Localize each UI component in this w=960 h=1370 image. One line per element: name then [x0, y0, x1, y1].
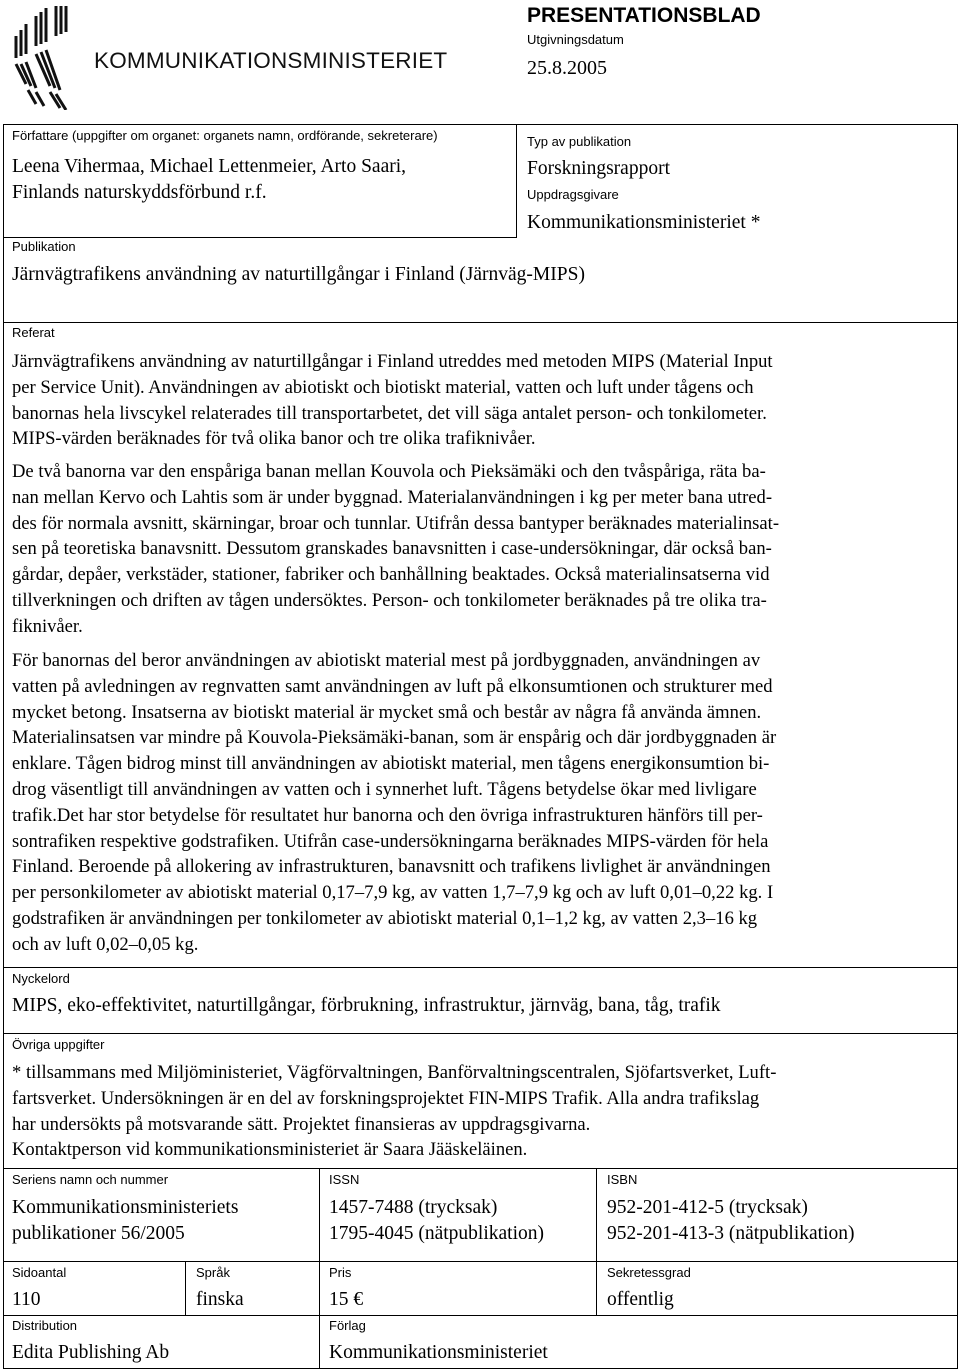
- keywords-label: Nyckelord: [12, 971, 70, 986]
- abstract-paragraph-1: Järnvägtrafikens användning av naturtillgångar i Finland utreddes med metoden MIPS (Material Input per Service Unit). Användningen av abiotiskt och biotiskt material, vatten och luft under tågens och banornas hela livscykel relaterades till transportarbetet, det vill säga antalet person- och tonkilometer. MIPS-värden beräknades för två olika banor och tre olika trafiknivåer.: [12, 351, 773, 450]
- ministry-logo-text: KOMMUNIKATIONSMINISTERIET: [94, 48, 448, 73]
- table-border-other-bottom: [3, 1168, 958, 1169]
- language-value: finska: [196, 1289, 244, 1310]
- confidentiality-label: Sekretessgrad: [607, 1265, 691, 1280]
- publisher-value: Kommunikationsministeriet: [329, 1342, 548, 1363]
- distribution-value: Edita Publishing Ab: [12, 1342, 170, 1363]
- table-divider-authors-type: [516, 124, 517, 238]
- table-divider-col2: [319, 1168, 320, 1368]
- table-divider-pages-language: [185, 1261, 186, 1315]
- commissioner-label: Uppdragsgivare: [527, 187, 619, 202]
- table-border-publication-bottom: [3, 322, 958, 323]
- pages-label: Sidoantal: [12, 1265, 67, 1280]
- table-border-pages-bottom: [3, 1315, 958, 1316]
- authors-label: Författare (uppgifter om organet: organets namn, ordförande, sekreterare): [12, 128, 438, 143]
- ministry-logo-mark-icon: [10, 6, 88, 110]
- publisher-label: Förlag: [329, 1318, 366, 1333]
- table-border-series-bottom: [3, 1261, 958, 1262]
- publication-date-label: Utgivningsdatum: [527, 32, 624, 47]
- issn-label: ISSN: [329, 1172, 360, 1187]
- table-border-left: [3, 124, 4, 1368]
- pages-value: 110: [12, 1289, 41, 1310]
- document-type-title: PRESENTATIONSBLAD: [527, 4, 761, 27]
- table-border-bottom: [3, 1368, 958, 1369]
- publication-value: Järnvägtrafikens användning av naturtillgångar i Finland (Järnväg-MIPS): [12, 264, 585, 285]
- commissioner-value: Kommunikationsministeriet *: [527, 212, 761, 233]
- other-info-value: * tillsammans med Miljöministeriet, Vägförvaltningen, Banförvaltningscentralen, Sjöfartsverket, Luft- fartsverket. Undersökningen är en del av forskningsprojektet FIN-MIPS Trafik. Alla andra trafikslag har undersökts på motsvarande sätt. Projektet finansieras av uppdragsgivarna. Kontaktperson vid kommunikationsministeriet är Saara Jääskeläinen.: [12, 1062, 777, 1161]
- series-value-line1: Kommunikationsministeriets: [12, 1197, 239, 1218]
- table-border-keywords-bottom: [3, 1033, 958, 1034]
- isbn-value-line2: 952-201-413-3 (nätpublikation): [607, 1223, 855, 1244]
- distribution-label: Distribution: [12, 1318, 78, 1333]
- isbn-label: ISBN: [607, 1172, 638, 1187]
- price-value: 15 €: [329, 1289, 364, 1310]
- authors-value-line2: Finlands naturskyddsförbund r.f.: [12, 182, 267, 203]
- confidentiality-value: offentlig: [607, 1289, 674, 1310]
- abstract-label: Referat: [12, 325, 55, 340]
- table-border-authors-bottom: [3, 237, 516, 238]
- abstract-paragraph-3: För banornas del beror användningen av abiotiskt material mest på jordbyggnaden, användningen av vatten på avledningen av regnvatten samt användningen av luft på elkonsumtionen och strukturer med mycket betong. Insatserna av biotiskt material är mycket små och består av några få använda ämnen. Materialinsatsen var mindre på Kouvola-Pieksämäki-banan, som är enspårig och där jordbyggnaden är enklare. Tågen bidrog minst till användningen av abiotiskt material, men tågens energikonsumtion bi- drog väsentligt till användningen av vatten och i synnerhet luft. Tågens betydelse ökar med livligare trafik.Det har stor betydelse för resultatet hur banorna och den övriga infrastrukturen hänförs till per- sontrafiken respektive godstrafiken. Utifrån case-undersökningarna beräknades MIPS-värden för hela Finland. Beroende på allokering av infrastrukturen, banavsnitt och trafikens livlighet är användningen per personkilometer av abiotiskt material 0,17–7,9 kg, av vatten 1,7–7,9 kg och av luft 0,01–0,22 kg. I godstrafiken är användningen per tonkilometer av abiotiskt material 0,1–1,2 kg, av vatten 2,3–16 kg och av luft 0,02–0,05 kg.: [12, 650, 777, 955]
- abstract-paragraph-2: De två banorna var den enspåriga banan mellan Kouvola och Pieksämäki och den tvåspåriga, räta ba- nan mellan Kervo och Lahtis som är under byggnad. Materialanvändningen i kg per meter bana utred- des för normala avsnitt, skärningar, broar och tunnlar. Utifrån dessa bantyper beräknades materialinsat- sen på teoretiska banavsnitt. Dessutom granskades banavsnitten i case-undersökningar, där också ban- gårdar, depåer, verkstäder, stationer, fabriker och banhållning beaktades. Också materialinsatserna vid tillverkningen och driften av tågen undersöktes. Person- och tonkilometer beräknades på tre olika tra- fiknivåer.: [12, 461, 780, 637]
- authors-value-line1: Leena Vihermaa, Michael Lettenmeier, Arto Saari,: [12, 156, 407, 177]
- publication-label: Publikation: [12, 239, 76, 254]
- table-divider-col3: [596, 1168, 597, 1315]
- other-info-label: Övriga uppgifter: [12, 1037, 105, 1052]
- price-label: Pris: [329, 1265, 352, 1280]
- ministry-logo: [10, 6, 510, 106]
- publication-type-label: Typ av publikation: [527, 134, 632, 149]
- table-border-top: [3, 124, 958, 125]
- publication-type-value: Forskningsrapport: [527, 158, 670, 179]
- series-value-line2: publikationer 56/2005: [12, 1223, 185, 1244]
- table-border-right: [957, 124, 958, 1368]
- issn-value-line2: 1795-4045 (nätpublikation): [329, 1223, 545, 1244]
- keywords-value: MIPS, eko-effektivitet, naturtillgångar, förbrukning, infrastruktur, järnväg, bana, tåg, trafik: [12, 995, 721, 1016]
- issn-value-line1: 1457-7488 (trycksak): [329, 1197, 498, 1218]
- language-label: Språk: [196, 1265, 230, 1280]
- publication-date-value: 25.8.2005: [527, 57, 607, 79]
- series-label: Seriens namn och nummer: [12, 1172, 169, 1187]
- isbn-value-line1: 952-201-412-5 (trycksak): [607, 1197, 808, 1218]
- table-border-abstract-bottom: [3, 967, 958, 968]
